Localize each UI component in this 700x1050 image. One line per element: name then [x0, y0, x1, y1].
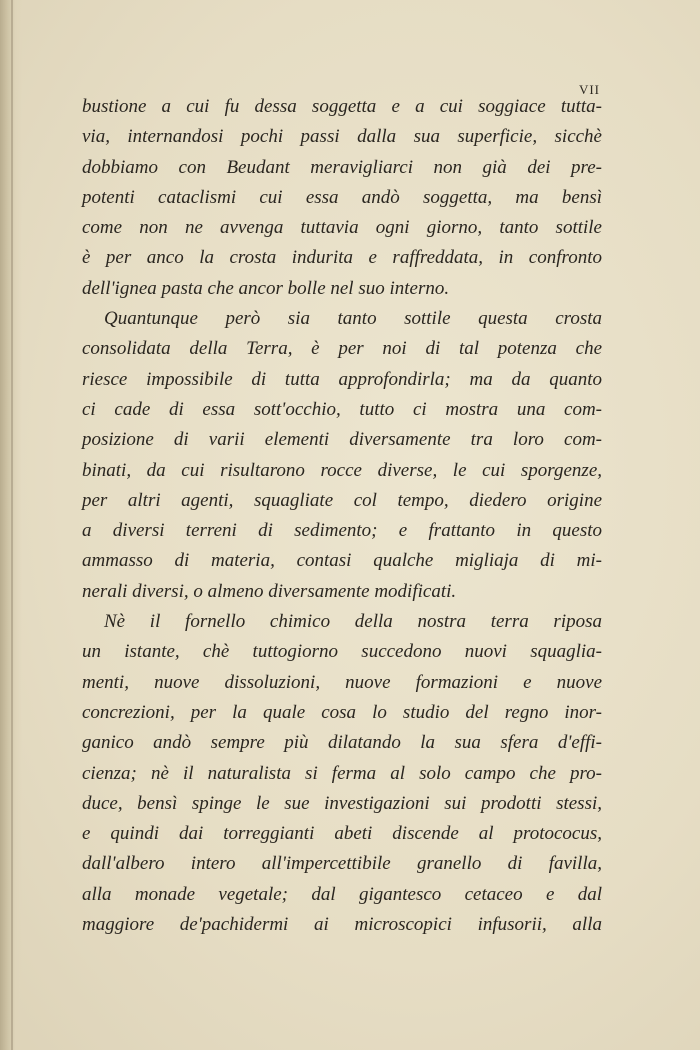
binding-edge [11, 0, 13, 1050]
text-line: a diversi terreni di sedimento; e frattanto in questo [82, 520, 602, 542]
text-line: dobbiamo con Beudant meravigliarci non già dei pre- [82, 156, 602, 178]
text-line: bustione a cui fu dessa soggetta e a cui soggiace tutta- [82, 96, 602, 117]
text-line: concrezioni, per la quale cosa lo studio del regno inor- [82, 701, 602, 723]
text-line: duce, bensì spinge le sue investigazioni sui prodotti stessi, [82, 792, 602, 814]
text-line: ganico andò sempre più dilatando la sua sfera d'effi- [82, 732, 602, 754]
text-line: maggiore de'pachidermi ai microscopici infusorii, alla [82, 914, 602, 936]
text-line: menti, nuove dissoluzioni, nuove formazioni e nuove [82, 671, 602, 693]
text-line: e quindi dai torreggianti abeti discende al protococus, [82, 823, 602, 845]
text-line: dell'ignea pasta che ancor bolle nel suo interno. [82, 277, 450, 299]
text-line: via, internandosi pochi passi dalla sua superficie, sicchè [82, 126, 602, 148]
text-line: nerali diversi, o almeno diversamente modificati. [82, 580, 457, 602]
text-line: Quantunque però sia tanto sottile questa crosta [104, 308, 602, 330]
text-line: è per anco la crosta indurita e raffreddata, in confronto [82, 247, 602, 269]
text-line: consolidata della Terra, è per noi di tal potenza che [82, 338, 602, 360]
text-line: ammasso di materia, contasi qualche migliaja di mi- [82, 550, 602, 572]
text-line: un istante, chè tuttogiorno succedono nuovi squaglia- [82, 641, 602, 663]
text-line: posizione di varii elementi diversamente tra loro com- [82, 429, 602, 451]
text-line: riesce impossibile di tutta approfondirla; ma da quanto [82, 368, 602, 390]
text-line: Nè il fornello chimico della nostra terra riposa [104, 611, 602, 633]
body-text [82, 92, 602, 940]
text-line: dall'albero intero all'impercettibile granello di favilla, [82, 853, 602, 875]
text-line: potenti cataclismi cui essa andò soggetta, ma bensì [82, 186, 602, 208]
text-line: binati, da cui risultarono rocce diverse, le cui sporgenze, [82, 459, 602, 481]
text-line: alla monade vegetale; dal gigantesco cetaceo e dal [82, 883, 602, 905]
text-line: cienza; nè il naturalista si ferma al solo campo che pro- [82, 762, 602, 784]
text-line: ci cade di essa sott'occhio, tutto ci mostra una com- [82, 398, 602, 420]
page-number: VII [578, 82, 600, 97]
text-line: per altri agenti, squagliate col tempo, diedero origine [82, 489, 602, 511]
text-line: come non ne avvenga tuttavia ogni giorno, tanto sottile [82, 217, 602, 239]
